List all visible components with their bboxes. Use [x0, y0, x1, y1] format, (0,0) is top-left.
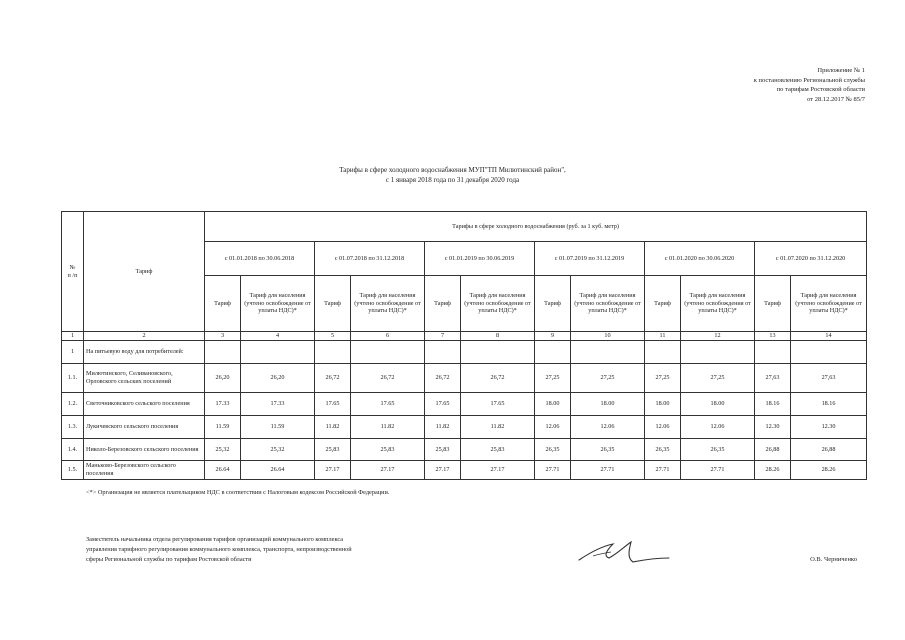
- cell-value: 18.00: [535, 393, 571, 416]
- cell-value: 25,83: [461, 439, 535, 461]
- col-number: 7: [425, 332, 461, 341]
- footer-line: сферы Региональной службы по тарифам Ростовской области: [86, 556, 252, 563]
- col-num-header: № п /п: [62, 212, 84, 332]
- cell-value: 18.00: [681, 393, 755, 416]
- signer-name: О.В. Черниченко: [810, 556, 857, 563]
- cell-value: 11.82: [351, 416, 425, 439]
- cell-value: 26,20: [205, 364, 241, 393]
- cell-value: 27.71: [645, 461, 681, 480]
- cell-value: 28.26: [791, 461, 867, 480]
- cell-value: 11.82: [425, 416, 461, 439]
- cell-value: 27.71: [571, 461, 645, 480]
- cell-value: 26.64: [241, 461, 315, 480]
- document-title: [0, 166, 905, 185]
- title-line-2: с 1 января 2018 года по 31 декабря 2020 года: [385, 175, 520, 184]
- row-name: На питьевую воду для потребителей:: [84, 341, 205, 364]
- period-header: с 01.07.2020 по 31.12.2020: [755, 242, 867, 276]
- cell-value: 12.06: [535, 416, 571, 439]
- sub-tariff-header: Тариф: [645, 276, 681, 332]
- cell-value: 12.30: [791, 416, 867, 439]
- period-header: с 01.07.2018 по 31.12.2018: [315, 242, 425, 276]
- cell-value: 26.64: [205, 461, 241, 480]
- group-header: Тарифы в сфере холодного водоснабжения (руб. за 1 куб. метр): [205, 212, 867, 242]
- cell-value: 12.06: [681, 416, 755, 439]
- document-header: [754, 66, 865, 104]
- cell-value: 17.65: [425, 393, 461, 416]
- cell-value: 17.65: [461, 393, 535, 416]
- cell-value: 27,63: [755, 364, 791, 393]
- cell-value: 26,72: [461, 364, 535, 393]
- row-name: Николо-Березовского сельского поселения: [84, 439, 205, 461]
- sub-tariff-header: Тариф: [425, 276, 461, 332]
- cell-value: 27.17: [425, 461, 461, 480]
- col-number: 9: [535, 332, 571, 341]
- cell-value: 12.30: [755, 416, 791, 439]
- table-row: [62, 416, 867, 439]
- cell-value: 25,83: [351, 439, 425, 461]
- col-number: 3: [205, 332, 241, 341]
- period-header: с 01.07.2019 по 31.12.2019: [535, 242, 645, 276]
- cell-value: 27,25: [681, 364, 755, 393]
- row-num: 1.5.: [62, 461, 84, 480]
- table-row: [62, 364, 867, 393]
- cell-value: 27,25: [571, 364, 645, 393]
- row-num: 1.2.: [62, 393, 84, 416]
- sub-tariff-header: Тариф: [315, 276, 351, 332]
- cell-value: 25,83: [425, 439, 461, 461]
- col-number: 13: [755, 332, 791, 341]
- col-number: 12: [681, 332, 755, 341]
- cell-value: 26,35: [571, 439, 645, 461]
- row-name: Светочниковского сельского поселения: [84, 393, 205, 416]
- cell-value: 27.71: [535, 461, 571, 480]
- row-num: 1.4.: [62, 439, 84, 461]
- cell-value: 27,63: [791, 364, 867, 393]
- col-number: 4: [241, 332, 315, 341]
- cell-value: 27.17: [315, 461, 351, 480]
- cell-value: 18.16: [755, 393, 791, 416]
- cell-value: 25,32: [205, 439, 241, 461]
- tariff-table: [61, 211, 867, 480]
- header-line: по тарифам Ростовской области: [776, 86, 865, 94]
- cell-value: 27,25: [535, 364, 571, 393]
- cell-value: 11.82: [315, 416, 351, 439]
- row-num: 1.1.: [62, 364, 84, 393]
- col-number: 1: [62, 332, 84, 341]
- cell-value: 27,25: [645, 364, 681, 393]
- cell-value: 26,20: [241, 364, 315, 393]
- col-number: 8: [461, 332, 535, 341]
- cell-value: 25,32: [241, 439, 315, 461]
- cell-value: 26,88: [791, 439, 867, 461]
- col-number: 5: [315, 332, 351, 341]
- period-header: с 01.01.2018 по 30.06.2018: [205, 242, 315, 276]
- cell-value: 18.00: [645, 393, 681, 416]
- sub-tariff-header: Тариф: [535, 276, 571, 332]
- sub-population-header: Тариф для населения (учтено освобождение от уплаты НДС)*: [351, 276, 425, 332]
- header-line: к постановлению Региональной службы: [753, 76, 865, 84]
- col-number: 6: [351, 332, 425, 341]
- row-name: Маньково-Березовского сельского поселения: [84, 461, 205, 480]
- sub-population-header: Тариф для населения (учтено освобождение от уплаты НДС)*: [791, 276, 867, 332]
- col-number: 2: [84, 332, 205, 341]
- cell-value: 17.33: [205, 393, 241, 416]
- col-number: 10: [571, 332, 645, 341]
- cell-value: 26,72: [351, 364, 425, 393]
- cell-value: 17.65: [315, 393, 351, 416]
- cell-value: 18.00: [571, 393, 645, 416]
- cell-value: 17.65: [351, 393, 425, 416]
- col-number: 11: [645, 332, 681, 341]
- signatory-position: [86, 535, 352, 565]
- section-row: [62, 341, 867, 364]
- col-tariff-header: Тариф: [84, 212, 205, 332]
- row-name: Милютинского, Селивановского, Орловского сельских поселений: [84, 364, 205, 393]
- cell-value: 11.82: [461, 416, 535, 439]
- cell-value: 11.59: [205, 416, 241, 439]
- cell-value: 12.06: [645, 416, 681, 439]
- period-header: с 01.01.2019 по 30.06.2019: [425, 242, 535, 276]
- sub-population-header: Тариф для населения (учтено освобождение от уплаты НДС)*: [571, 276, 645, 332]
- cell-value: 28.26: [755, 461, 791, 480]
- footer-line: управления тарифного регулирования коммунального комплекса, транспорта, непроизводственной: [86, 546, 352, 553]
- footer-line: Заместитель начальника отдела регулирования тарифов организаций коммунального комплекса: [86, 536, 344, 543]
- row-num: 1.3.: [62, 416, 84, 439]
- table-row: [62, 439, 867, 461]
- sub-population-header: Тариф для населения (учтено освобождения от уплаты НДС)*: [681, 276, 755, 332]
- cell-value: 27.17: [461, 461, 535, 480]
- cell-value: 12.06: [571, 416, 645, 439]
- cell-value: 27.17: [351, 461, 425, 480]
- cell-value: 26,72: [425, 364, 461, 393]
- sub-population-header: Тариф для населения (учтено освобождение от уплаты НДС)*: [461, 276, 535, 332]
- sub-population-header: Тариф для населения (учтено освобождение от уплаты НДС)*: [241, 276, 315, 332]
- cell-value: 17.33: [241, 393, 315, 416]
- header-line: от 28.12.2017 № 85/7: [807, 95, 865, 103]
- table-row: [62, 393, 867, 416]
- row-name: Лукичевского сельского поселения: [84, 416, 205, 439]
- footnote: <*> Организация не является плательщиком НДС в соответствии с Налоговым кодексом Российской Федерации.: [86, 489, 390, 496]
- sub-tariff-header: Тариф: [205, 276, 241, 332]
- cell-value: 25,83: [315, 439, 351, 461]
- sub-tariff-header: Тариф: [755, 276, 791, 332]
- period-header: с 01.01.2020 по 30.06.2020: [645, 242, 755, 276]
- row-num: 1: [62, 341, 84, 364]
- cell-value: 26,72: [315, 364, 351, 393]
- header-line: Приложение № 1: [817, 67, 865, 74]
- cell-value: 27.71: [681, 461, 755, 480]
- table-row: [62, 461, 867, 480]
- cell-value: 26,35: [681, 439, 755, 461]
- cell-value: 26,88: [755, 439, 791, 461]
- cell-value: 11.59: [241, 416, 315, 439]
- col-number: 14: [791, 332, 867, 341]
- cell-value: 18.16: [791, 393, 867, 416]
- cell-value: 26,35: [535, 439, 571, 461]
- cell-value: 26,35: [645, 439, 681, 461]
- title-line-1: Тарифы в сфере холодного водоснабжения МУП"ТП Милютинский район",: [339, 166, 566, 174]
- handwritten-signature: [573, 536, 673, 572]
